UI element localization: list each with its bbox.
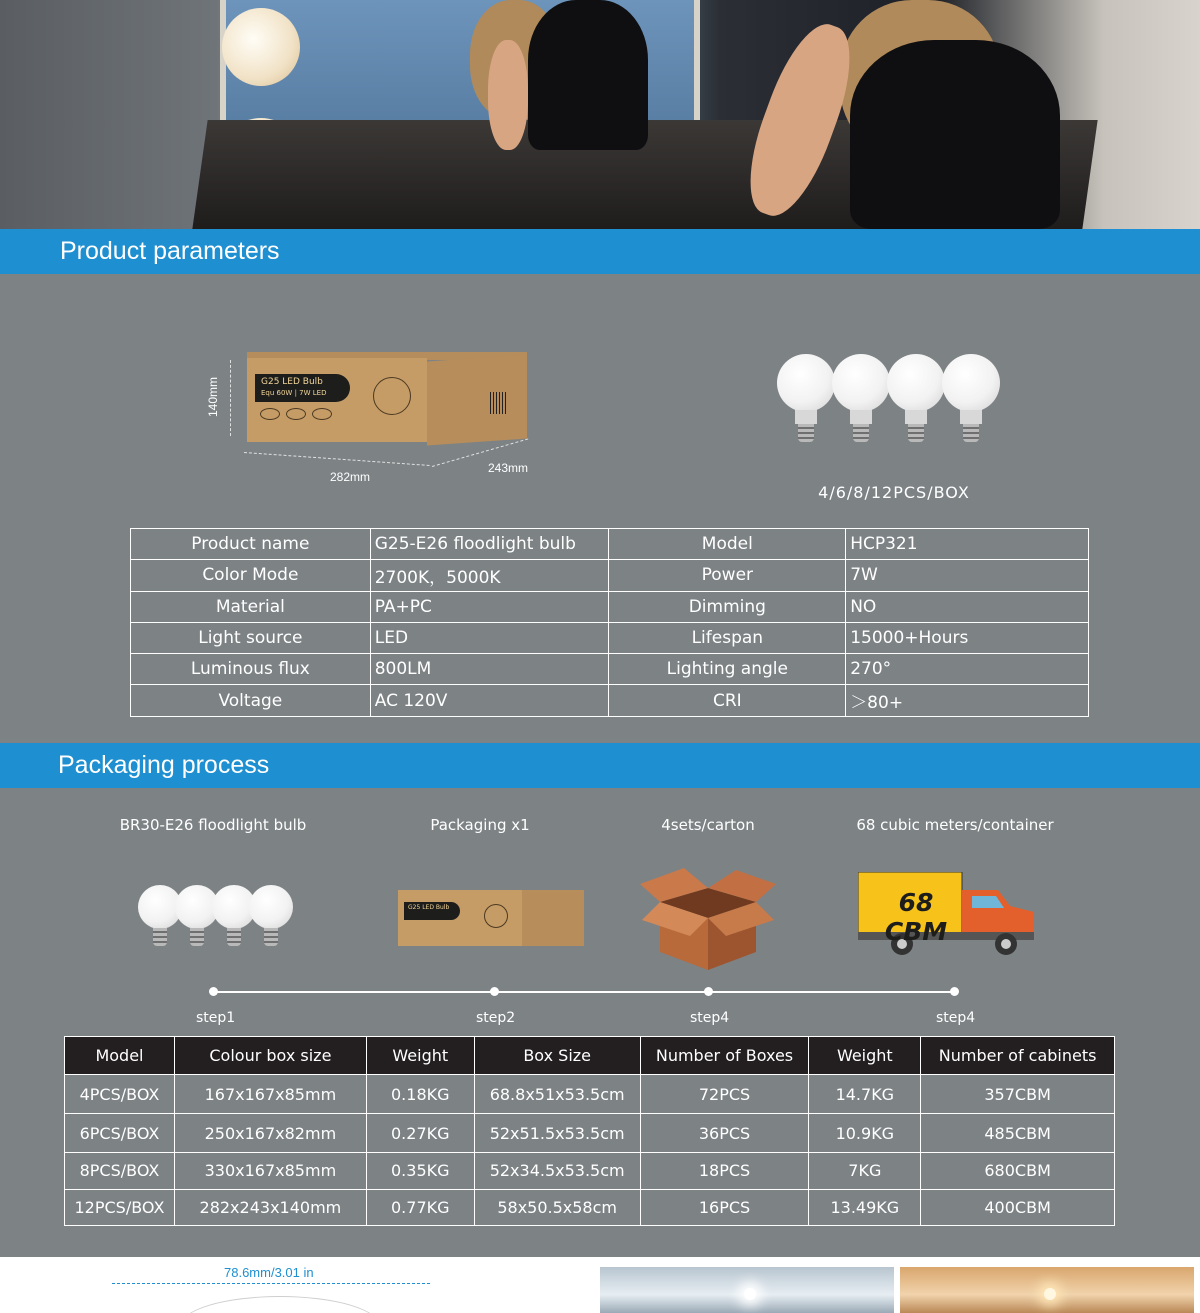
param-row bbox=[131, 591, 1089, 622]
column-header: Weight bbox=[809, 1037, 921, 1075]
step-label: step2 bbox=[476, 1010, 516, 1026]
table-cell: 400CBM bbox=[921, 1189, 1115, 1226]
step2-box-image bbox=[398, 886, 586, 952]
table-cell: 0.27KG bbox=[366, 1114, 474, 1153]
table-cell: 485CBM bbox=[921, 1114, 1115, 1153]
box-icon bbox=[312, 408, 332, 420]
table-cell: 8PCS/BOX bbox=[65, 1153, 175, 1190]
param-value: G25-E26 floodlight bulb bbox=[370, 529, 609, 560]
parameters-table bbox=[130, 528, 1089, 717]
table-cell: 68.8x51x53.5cm bbox=[474, 1075, 640, 1114]
param-row bbox=[131, 685, 1089, 716]
box-label bbox=[255, 374, 350, 402]
box-label-sub: Equ 60W | 7W LED bbox=[261, 389, 327, 397]
section-header-packaging bbox=[0, 743, 1200, 788]
section-title: Packaging process bbox=[58, 751, 270, 779]
bulb bbox=[777, 354, 835, 412]
param-value: PA+PC bbox=[370, 591, 609, 622]
param-row bbox=[131, 560, 1089, 591]
box-icon bbox=[286, 408, 306, 420]
param-value: 800LM bbox=[370, 654, 609, 685]
param-value: 7W bbox=[846, 560, 1089, 591]
table-cell: 4PCS/BOX bbox=[65, 1075, 175, 1114]
timeline-dot bbox=[490, 987, 499, 996]
param-value: 270° bbox=[846, 654, 1089, 685]
table-cell: 0.77KG bbox=[366, 1189, 474, 1226]
table-cell: 282x243x140mm bbox=[174, 1189, 366, 1226]
bulb-diameter: 78.6mm/3.01 in bbox=[224, 1265, 314, 1280]
column-header: Box Size bbox=[474, 1037, 640, 1075]
table-cell: 7KG bbox=[809, 1153, 921, 1190]
process-timeline bbox=[213, 991, 955, 993]
param-value: AC 120V bbox=[370, 685, 609, 716]
param-value: HCP321 bbox=[846, 529, 1089, 560]
chandelier-icon bbox=[744, 1288, 756, 1300]
table-cell: 0.35KG bbox=[366, 1153, 474, 1190]
param-row bbox=[131, 622, 1089, 653]
param-label: Material bbox=[131, 591, 371, 622]
bulb-base bbox=[798, 424, 814, 442]
column-header: Colour box size bbox=[174, 1037, 366, 1075]
param-label: Model bbox=[609, 529, 846, 560]
param-label: Lifespan bbox=[609, 622, 846, 653]
table-row bbox=[65, 1114, 1115, 1153]
table-row bbox=[65, 1153, 1115, 1190]
woman-reflection bbox=[528, 0, 648, 150]
table-cell: 12PCS/BOX bbox=[65, 1189, 175, 1226]
table-row bbox=[65, 1075, 1115, 1114]
bulb-neck bbox=[960, 410, 982, 424]
step-label: step4 bbox=[936, 1010, 976, 1026]
param-value: ＞80+ bbox=[846, 685, 1089, 716]
box-label bbox=[404, 902, 460, 920]
bulb-neck bbox=[850, 410, 872, 424]
bulb bbox=[887, 354, 945, 412]
bulbs-caption: 4/6/8/12PCS/BOX bbox=[818, 483, 970, 502]
bulb-base bbox=[908, 424, 924, 442]
table-cell: 36PCS bbox=[640, 1114, 809, 1153]
table-cell: 6PCS/BOX bbox=[65, 1114, 175, 1153]
woman bbox=[850, 40, 1060, 229]
step-caption: 4sets/carton bbox=[661, 816, 755, 834]
param-value: LED bbox=[370, 622, 609, 653]
table-cell: 13.49KG bbox=[809, 1189, 921, 1226]
chandelier-icon bbox=[1044, 1288, 1056, 1300]
carton-icon bbox=[640, 862, 776, 970]
param-label: Product name bbox=[131, 529, 371, 560]
box-label-title: G25 LED Bulb bbox=[261, 377, 323, 387]
table-cell: 250x167x82mm bbox=[174, 1114, 366, 1153]
box-icon bbox=[260, 408, 280, 420]
table-cell: 330x167x85mm bbox=[174, 1153, 366, 1190]
timeline-dot bbox=[209, 987, 218, 996]
bulb-outline-icon bbox=[484, 904, 508, 928]
section-header-params bbox=[0, 229, 1200, 274]
table-cell: 16PCS bbox=[640, 1189, 809, 1226]
param-label: CRI bbox=[609, 685, 846, 716]
table-cell: 58x50.5x58cm bbox=[474, 1189, 640, 1226]
dimension-line bbox=[230, 360, 231, 436]
param-row bbox=[131, 654, 1089, 685]
column-header: Number of Boxes bbox=[640, 1037, 809, 1075]
table-cell: 680CBM bbox=[921, 1153, 1115, 1190]
box-side bbox=[522, 890, 584, 946]
step-label: step1 bbox=[196, 1010, 236, 1026]
packaging-table bbox=[64, 1036, 1115, 1226]
bulb-base bbox=[227, 928, 241, 946]
bulb-base bbox=[153, 928, 167, 946]
table-cell: 0.18KG bbox=[366, 1075, 474, 1114]
column-header: Model bbox=[65, 1037, 175, 1075]
step-caption: BR30-E26 floodlight bulb bbox=[119, 816, 307, 834]
timeline-dot bbox=[950, 987, 959, 996]
section-title: Product parameters bbox=[60, 237, 280, 265]
bulb-base bbox=[190, 928, 204, 946]
table-cell: 52x34.5x53.5cm bbox=[474, 1153, 640, 1190]
hero-photo bbox=[0, 0, 1200, 229]
bulb bbox=[832, 354, 890, 412]
table-cell: 52x51.5x53.5cm bbox=[474, 1114, 640, 1153]
table-cell: 10.9KG bbox=[809, 1114, 921, 1153]
box-side bbox=[427, 355, 527, 446]
table-cell: 14.7KG bbox=[809, 1075, 921, 1114]
param-label: Light source bbox=[131, 622, 371, 653]
dimension-width: 243mm bbox=[488, 461, 529, 475]
step-caption: 68 cubic meters/container bbox=[856, 816, 1054, 834]
box-label-title: G25 LED Bulb bbox=[408, 904, 450, 911]
param-value: 15000+Hours bbox=[846, 622, 1089, 653]
column-header: Number of cabinets bbox=[921, 1037, 1115, 1075]
dimension-height: 140mm bbox=[206, 376, 221, 418]
bulb-neck bbox=[905, 410, 927, 424]
bulb-base bbox=[853, 424, 869, 442]
timeline-dot bbox=[704, 987, 713, 996]
param-row bbox=[131, 529, 1089, 560]
bulb-base bbox=[963, 424, 979, 442]
param-label: Power bbox=[609, 560, 846, 591]
bulb-neck bbox=[795, 410, 817, 424]
bulb bbox=[942, 354, 1000, 412]
dimension-length: 282mm bbox=[330, 470, 371, 484]
table-cell: 72PCS bbox=[640, 1075, 809, 1114]
bulb-base bbox=[264, 928, 278, 946]
table-cell: 167x167x85mm bbox=[174, 1075, 366, 1114]
column-header: Weight bbox=[366, 1037, 474, 1075]
param-label: Lighting angle bbox=[609, 654, 846, 685]
param-value: NO bbox=[846, 591, 1089, 622]
woman-reflection-arm bbox=[488, 40, 528, 150]
param-label: Dimming bbox=[609, 591, 846, 622]
param-label: Color Mode bbox=[131, 560, 371, 591]
bulb bbox=[249, 885, 293, 929]
param-label: Voltage bbox=[131, 685, 371, 716]
param-value: 2700K，5000K bbox=[370, 560, 609, 591]
table-cell: 18PCS bbox=[640, 1153, 809, 1190]
vanity-bulb bbox=[222, 8, 300, 86]
dimension-line bbox=[112, 1283, 430, 1284]
step-caption: Packaging x1 bbox=[430, 816, 530, 834]
table-row bbox=[65, 1189, 1115, 1226]
truck-label: 68 CBM bbox=[884, 888, 948, 946]
param-label: Luminous flux bbox=[131, 654, 371, 685]
table-cell: 357CBM bbox=[921, 1075, 1115, 1114]
step-label: step4 bbox=[690, 1010, 730, 1026]
product-box-image bbox=[240, 352, 530, 462]
bulb-outline-icon bbox=[373, 377, 411, 415]
barcode-icon bbox=[490, 392, 508, 414]
